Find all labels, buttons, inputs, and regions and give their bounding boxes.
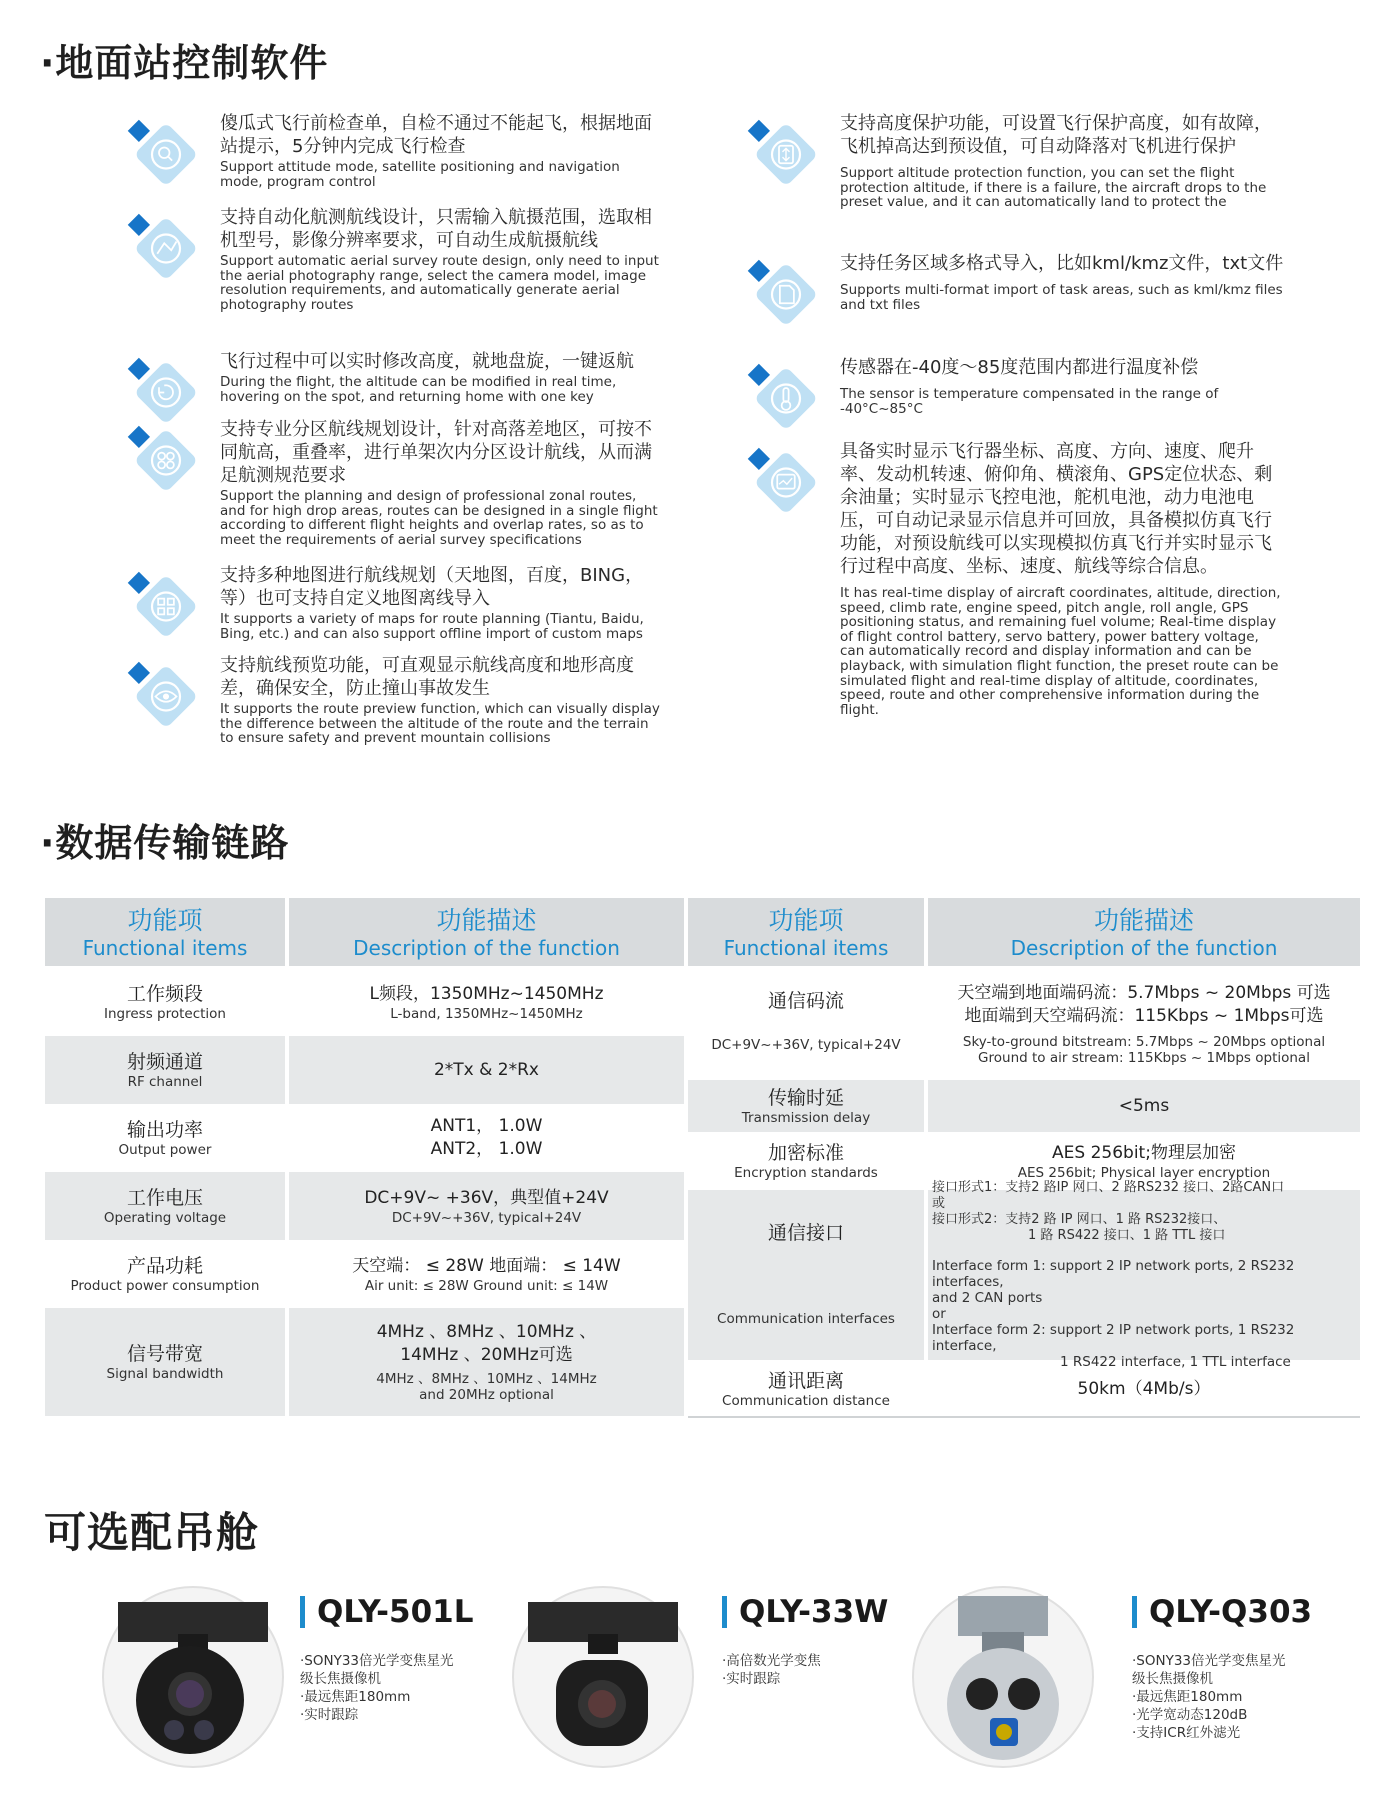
table-row-desc: DC+9V~ +36V，典型值+24V DC+9V~+36V, typical+24V (289, 1172, 684, 1240)
monitor-icon (744, 444, 828, 528)
gimbal-image (98, 1582, 288, 1772)
table-bottom-rule (688, 1416, 1360, 1418)
table-header-desc-left: 功能描述 Description of the function (289, 898, 684, 966)
table-header-desc-right: 功能描述 Description of the function (928, 898, 1360, 966)
table-row-item: 射频通道 RF channel (45, 1036, 285, 1104)
feature-en: Supports multi-format import of task areas, such as kml/kmz files and txt files (840, 282, 1283, 313)
table-row-desc: 2*Tx & 2*Rx (289, 1036, 684, 1104)
gimbal-image (508, 1582, 698, 1772)
gimbal-specs: ·SONY33倍光学变焦星光 级长焦摄像机 ·最远焦距180mm ·实时跟踪 (300, 1653, 454, 1723)
section-title-data-link: ·数据传输链路 (40, 821, 290, 865)
feature-zh: 具备实时显示飞行器坐标、高度、方向、速度、爬升率、发动机转速、俯仰角、横滚角、GPS定位状态、剩余油量；实时显示飞控电池，舵机电池，动力电池电压，可自动记录显示信息并可回放，具备模拟仿真飞行功能，对预设航线可以实现模拟仿真飞行并实时显示飞行过程中高度、坐标、速度、航线等综合信息。 (840, 441, 1273, 577)
table-row-desc: <5ms (928, 1080, 1360, 1132)
feature-en: The sensor is temperature compensated in the range of -40°C~85°C (840, 386, 1219, 417)
gimbal-name: QLY-Q303 (1132, 1596, 1312, 1628)
table-row-desc: 4MHz 、8MHz 、10MHz 、 14MHz 、20MHz可选 4MHz 、8MHz 、10MHz 、14MHz and 20MHz optional (289, 1308, 684, 1416)
section-title-gimbals: 可选配吊舱 (44, 1508, 260, 1557)
feature-zh: 支持多种地图进行航线规划（天地图，百度，BING，等）也可支持自定义地图离线导入 (220, 565, 644, 609)
feature-en: It has real-time display of aircraft coordinates, altitude, direction, speed, climb rate, engine speed, pitch angle, roll angle, GPS positioning status, and remaining fuel volume; Real-time display of flight control battery, servo battery, power battery voltage, can automatically record and display information and can be playback, with simulation flight function, the preset route can be simulated flight and real-time display of altitude, coordinates, speed, route and other comprehensive information during the flight. (840, 585, 1281, 718)
feature-en: It supports the route preview function, which can visually display the difference between the altitude of the route and the terrain to ensure safety and prevent mountain collisions (220, 701, 660, 747)
feature-zh: 支持航线预览功能，可直观显示航线高度和地形高度差，确保安全，防止撞山事故发生 (220, 655, 634, 699)
table-row-desc: 天空端： ≤ 28W 地面端： ≤ 14W Air unit: ≤ 28W Ground unit: ≤ 14W (352, 1255, 621, 1294)
table-row-item: 输出功率 Output power (118, 1118, 212, 1158)
feature-en: Support altitude protection function, you can set the flight protection altitude, if there is a failure, the aircraft drops to the preset value, and it can automatically land to protect the (840, 165, 1267, 211)
table-row-desc: 接口形式1：支持2 路IP 网口、2 路RS232 接口、2路CAN口 或 接口形式2：支持2 路 IP 网口、1 路 RS232接口、 1 路 RS422 接口、1 路 TTL 接口 Interface form 1: support 2 IP network ports, 2 RS232 interfaces, and 2 CAN ports or Interface form 2: support 2 IP network ports, 1 RS232 interface, 1 RS422 interface, 1 TTL interface (928, 1190, 1360, 1360)
table-row-item: 通信码流 DC+9V~+36V, typical+24V (711, 990, 901, 1053)
table-row-desc: 天空端到地面端码流：5.7Mbps ~ 20Mbps 可选 地面端到天空端码流：115Kbps ~ 1Mbps可选 Sky-to-ground bitstream: 5.7Mbps ~ 20Mbps optional Ground to air stream: 115Kbps ~ 1Mbps optional (957, 983, 1331, 1066)
feature-zh: 支持专业分区航线规划设计，针对高落差地区，可按不同航高，重叠率，进行单架次内分区设计航线，从而满足航测规范要求 (220, 419, 652, 486)
feature-zh: 傻瓜式飞行前检查单，自检不通过不能起飞，根据地面站提示，5分钟内完成飞行检查 (220, 113, 652, 157)
route-icon (124, 210, 208, 294)
table-row-item: 工作电压 Operating voltage (45, 1172, 285, 1240)
table-row-item: 工作频段 Ingress protection (104, 982, 226, 1022)
table-header-item-left: 功能项 Functional items (45, 898, 285, 966)
altitude-icon (744, 116, 828, 200)
feature-en: Support the planning and design of professional zonal routes, and for high drop areas, routes can be designed in a single flight according to different flight heights and overlap rates, so as to meet the requirements of aerial survey specifications (220, 488, 658, 548)
table-row-item: 产品功耗 Product power consumption (70, 1254, 260, 1294)
thermometer-icon (744, 360, 828, 444)
feature-en: It supports a variety of maps for route planning (Tiantu, Baidu, Bing, etc.) and can also support offline import of custom maps (220, 611, 644, 642)
gimbal-name: QLY-501L (300, 1596, 474, 1628)
gimbal-specs: ·高倍数光学变焦 ·实时跟踪 (722, 1653, 821, 1687)
gimbal-image (908, 1582, 1098, 1772)
feature-zh: 支持高度保护功能，可设置飞行保护高度，如有故障，飞机掉高达到预设值，可自动降落对飞机进行保护 (840, 113, 1272, 157)
feature-zh: 支持自动化航测航线设计，只需输入航摄范围，选取相机型号，影像分辨率要求，可自动生成航摄航线 (220, 207, 652, 251)
table-row-desc: AES 256bit;物理层加密 AES 256bit; Physical layer encryption (1017, 1142, 1271, 1181)
feature-zh: 支持任务区域多格式导入，比如kml/kmz文件，txt文件 (840, 253, 1284, 274)
feature-zh: 传感器在-40度～85度范围内都进行温度补偿 (840, 357, 1199, 378)
table-row-item: 传输时延 Transmission delay (688, 1080, 924, 1132)
section-title-ground-station: ·地面站控制软件 (40, 41, 329, 85)
table-header-item-right: 功能项 Functional items (688, 898, 924, 966)
feature-zh: 飞行过程中可以实时修改高度，就地盘旋，一键返航 (220, 351, 634, 372)
table-row-item: 信号带宽 Signal bandwidth (45, 1308, 285, 1416)
gimbal-name: QLY-33W (722, 1596, 888, 1628)
file-icon (744, 256, 828, 340)
table-row-desc: L频段，1350MHz~1450MHz L-band, 1350MHz~1450MHz (369, 983, 604, 1022)
table-row-desc: 50km（4Mb/s） (1077, 1378, 1211, 1399)
table-row-item: 通信接口 Communication interfaces (688, 1190, 924, 1360)
gimbal-specs: ·SONY33倍光学变焦星光 级长焦摄像机 ·最远焦距180mm ·光学宽动态120dB ·支持ICR红外滤光 (1132, 1653, 1286, 1741)
magnify-icon (124, 116, 208, 200)
table-row-item: 加密标准 Encryption standards (734, 1141, 878, 1181)
zones-icon (124, 422, 208, 506)
feature-en: During the flight, the altitude can be modified in real time, hovering on the spot, and returning home with one key (220, 374, 617, 405)
eye-icon (124, 658, 208, 742)
table-row-item: 通讯距离 Communication distance (722, 1369, 890, 1409)
feature-en: Support attitude mode, satellite positioning and navigation mode, program control (220, 159, 620, 190)
feature-en: Support automatic aerial survey route design, only need to input the aerial photography range, select the camera model, image resolution requirements, and automatically generate aerial photography routes (220, 253, 659, 313)
table-row-desc: ANT1， 1.0W ANT2， 1.0W (430, 1116, 543, 1159)
grid-icon (124, 568, 208, 652)
